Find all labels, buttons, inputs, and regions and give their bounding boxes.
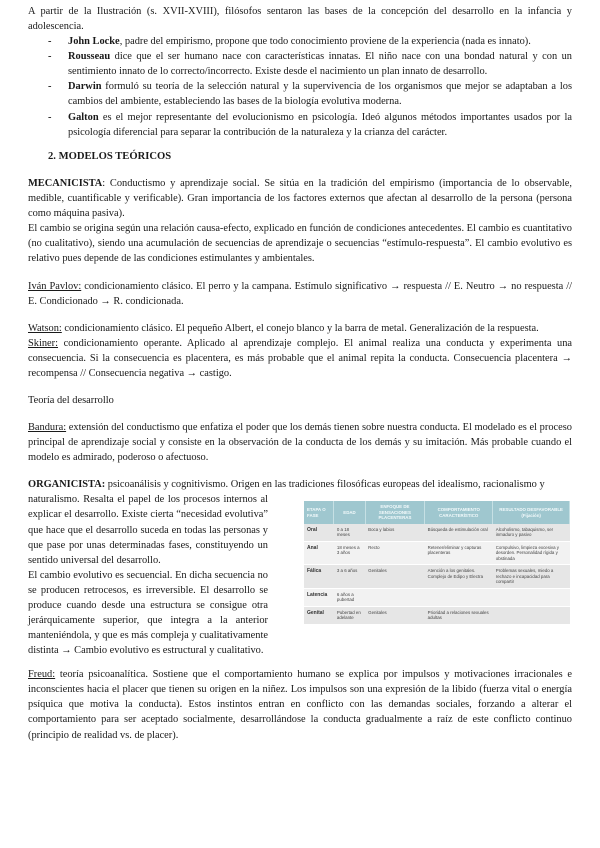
organicista-first-line: ORGANICISTA: psicoanálisis y cognitivismo. Origen en las tradiciones filosóficas europeas del idealismo, racionalismo y: [28, 479, 545, 491]
table-cell: [493, 588, 570, 606]
table-cell: Alcoholismo, tabaquismo, ser inmaduro y pasivo: [493, 524, 570, 542]
table-cell: Recto: [365, 541, 425, 565]
mecanicista-paragraph: MECANICISTA: Conductismo y aprendizaje social. Se sitúa en la tradición del empirismo (importancia de lo observable, medible, cuantificable y verificable). Gran importancia de los factores externos que afectan al desarrollo de la persona (persona como máquina pasiva).: [28, 178, 572, 220]
organicista-section: [28, 477, 572, 658]
organicista-paragraph-2: El cambio evolutivo es secuencial. En dicha secuencia no se producen retrocesos, es irreversible. El desarrollo se produce cuando desde una estructura se consigue otra jerárquicamente superior, que integra a la anterior manteniéndola, y que es más compleja y cualitativamente distinta → Cambio evolutivo es estructural y cualitativo.: [28, 569, 268, 657]
column-header: ENFOQUE DE SENSACIONES PLACENTERAS: [365, 501, 425, 524]
table-cell: Búsqueda de estimulación oral: [425, 524, 493, 542]
table-cell: 6 años a pubertad: [334, 588, 365, 606]
table-cell: Retener/eliminar y capturas placenteras: [425, 541, 493, 565]
philosopher-name: John Locke: [68, 36, 120, 48]
bandura-paragraph: Bandura: extensión del conductismo que enfatiza el poder que los demás tienen sobre nuestra conducta. El modelado es el proceso principal de aprendizaje social y consiste en la observación de la conducta de los demás y su imitación. Más probable cuando el modelo es admirado, poderoso o afectuoso.: [28, 422, 572, 464]
table-cell: Prioridad a relaciones sexuales adultas: [425, 606, 493, 624]
watson-paragraph: Watson: condicionamiento clásico. El pequeño Albert, el conejo blanco y la barra de metal. Generalización de la respuesta.: [28, 322, 539, 334]
table-cell: Genitales: [365, 606, 425, 624]
column-header: RESULTADO DESFAVORABLE (Fijación): [493, 501, 570, 524]
table-row: [304, 541, 570, 565]
table-cell: [493, 606, 570, 624]
column-header: ETAPA O FASE: [304, 501, 334, 524]
pavlov-paragraph: Iván Pavlov: condicionamiento clásico. El perro y la campana. Estímulo significativo → respuesta // E. Neutro → no respuesta // E. Condicionado → R. condicionada.: [28, 280, 573, 307]
table-cell: Genital: [304, 606, 334, 624]
stages-table: [304, 501, 570, 625]
section-heading: 2. MODELOS TEÓRICOS: [48, 150, 172, 162]
freud-stages-table-image: [304, 501, 570, 625]
watson-label: Watson:: [28, 322, 62, 334]
mecanicista-paragraph-2: El cambio se origina según una relación causa-efecto, explicado en función de condiciones antecedentes. El cambio es cuantitativo (no cualitativo), siendo una acumulación de secuencias de aprendizaje o secuencias “estímulo-respuesta”. El cambio evolutivo es relativo pues depende de las condiciones estimulantes y ambientales.: [28, 223, 572, 265]
philosopher-text: , padre del empirismo, propone que todo conocimiento proviene de la experiencia (nada es innato).: [119, 36, 531, 48]
list-item: [48, 110, 572, 140]
freud-paragraph: Freud: teoría psicoanalítica. Sostiene que el comportamiento humano se explica por impulsos y motivaciones irracionales e inconscientes hacia el placer que tienen su origen en la niñez. Los impulsos son una expresión de la libido (fuerza vital o energía psíquica que motiva la conducta). Estos instintos entran en conflicto con las demandas sociales, forzando a alterar el comportamiento para ser aceptado socialmente, desarrollándose la conducta gradualmente a raíz de este conflicto continuo (principio de realidad vs. de placer).: [28, 669, 572, 741]
table-cell: Anal: [304, 541, 334, 565]
intro-paragraph: A partir de la Ilustración (s. XVII-XVIII), filósofos sentaron las bases de la concepción del desarrollo en la infancia y adolescencia.: [28, 6, 572, 33]
philosopher-name: Darwin: [68, 81, 102, 93]
table-cell: Boca y labios: [365, 524, 425, 542]
freud-label: Freud:: [28, 669, 56, 681]
table-cell: [425, 588, 493, 606]
philosophers-list: [28, 34, 572, 140]
skinner-paragraph: Skiner: condicionamiento operante. Aplicado al aprendizaje complejo. El animal realiza una conducta y experimenta una consecuencia. Si la consecuencia es placentera, es más probable que el animal repita la conducta. Consecuencia placentera → recompensa // Consecuencia negativa → castigo.: [28, 337, 572, 379]
table-cell: 18 meses a 3 años: [334, 541, 365, 565]
document-page: [28, 4, 572, 743]
table-row: [304, 588, 570, 606]
list-item: [48, 79, 572, 109]
table-cell: Fálica: [304, 565, 334, 589]
table-cell: Genitales: [365, 565, 425, 589]
bandura-label: Bandura:: [28, 422, 67, 434]
mecanicista-label: MECANICISTA: [28, 178, 103, 190]
table-cell: Atención a los genitales. Complejo de Edipo y Electra: [425, 565, 493, 589]
table-header-row: [304, 501, 570, 524]
table-cell: Problemas sexuales, miedo a rechazo e incapacidad para compartir: [493, 565, 570, 589]
philosopher-text: dice que el ser humano nace con características innatas. El niño nace con una bondad natural y con un sentimiento innato de lo correcto/incorrecto. Existe desde el nacimiento un plan innato de desarrollo.: [68, 51, 572, 78]
organicista-label: ORGANICISTA:: [28, 479, 106, 491]
column-header: EDAD: [334, 501, 365, 524]
table-cell: Latencia: [304, 588, 334, 606]
list-item: [48, 34, 572, 49]
pavlov-label: Iván Pavlov:: [28, 280, 82, 292]
organicista-column: [28, 492, 268, 658]
skinner-label: Skiner:: [28, 337, 59, 349]
teoria-desarrollo-label: Teoría del desarrollo: [28, 395, 114, 406]
philosopher-text: formuló su teoría de la selección natural y la supervivencia de los organismos que mejor se adaptaban a los cambios del ambiente, estableciendo las bases de la biología evolutiva moderna.: [68, 81, 572, 108]
table-row: [304, 565, 570, 589]
list-item: [48, 49, 572, 79]
organicista-paragraph-1: naturalismo. Resalta el papel de los procesos internos al explicar el desarrollo. Existe cierta “necesidad evolutiva” que hace que el desarrollo suceda en todas las personas y que pase por unas determinadas fases, constituyendo un sentido universal del desarrollo.: [28, 494, 268, 566]
table-row: [304, 524, 570, 542]
philosopher-text: es el mejor representante del evolucionismo en psicología. Ideó algunos métodos importantes usados por la psicología diferencial para separar la contribución de la naturaleza y la crianza del carácter.: [68, 111, 572, 138]
table-cell: [365, 588, 425, 606]
table-row: [304, 606, 570, 624]
philosopher-name: Galton: [68, 111, 99, 123]
table-cell: 3 a 6 años: [334, 565, 365, 589]
column-header: COMPORTAMIENTO CARACTERÍSTICO: [425, 501, 493, 524]
table-cell: Compulsivo, limpieza excesiva y desorden. Personalidad rígida y obstinada: [493, 541, 570, 565]
philosopher-name: Rousseau: [68, 51, 111, 63]
table-cell: Pubertad en adelante: [334, 606, 365, 624]
table-cell: 0 a 18 meses: [334, 524, 365, 542]
table-cell: Oral: [304, 524, 334, 542]
